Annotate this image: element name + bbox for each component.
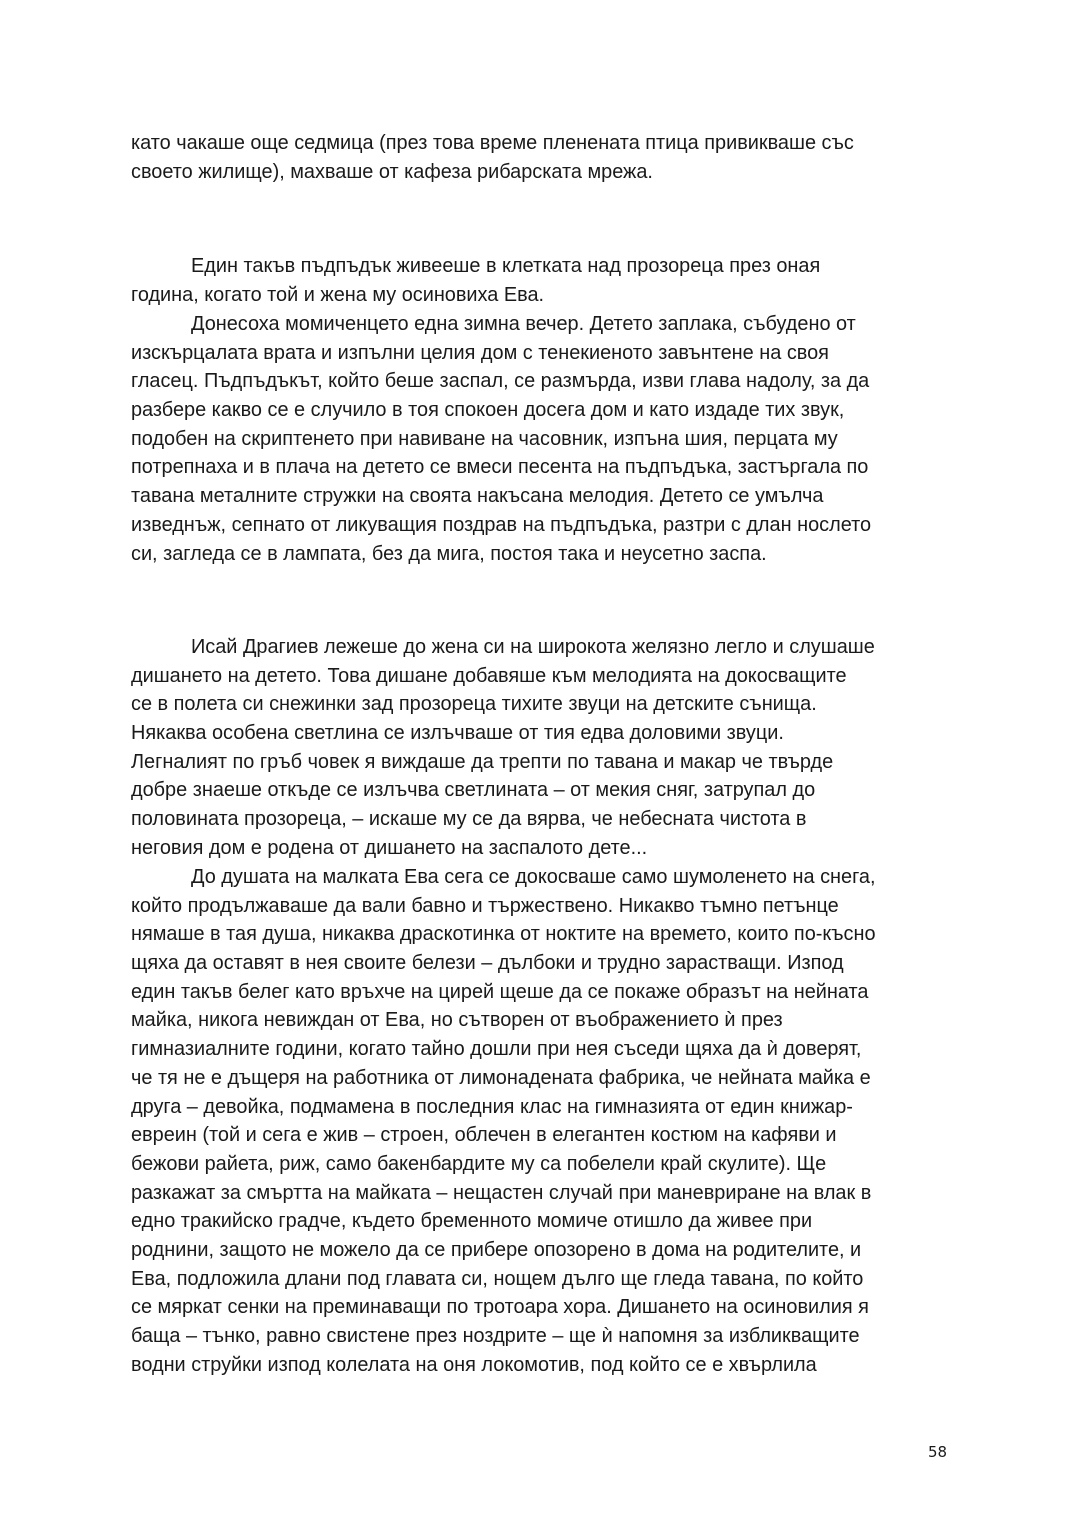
text-line: До душата на малката Ева сега се докосваше само шумоленето на снега, (191, 866, 876, 888)
text-line: дишането на детето. Това дишане добавяше към мелодията на докосващите (131, 664, 847, 687)
text-line: роднини, защото не можело да се прибере опозорено в дома на родителите, и (131, 1238, 862, 1261)
text-line: се мяркат сенки на преминаващи по тротоара хора. Дишането на осиновилия я (131, 1296, 869, 1319)
text-line: щяха да оставят в нея своите белези – дълбоки и трудно зарастващи. Изпод (131, 952, 844, 975)
text-line: потрепнаха и в плача на детето се вмеси песента на пъдпъдъка, застъргала по (131, 456, 869, 479)
text-line: се в полета си снежинки зад прозореца тихите звуци на детските сънища. (131, 693, 817, 716)
text-line: тавана металните стружки на своята накъсана мелодия. Детето се умълча (131, 485, 824, 508)
text-line: разбере какво се е случило в тоя спокоен досега дом и като издаде тих звук, (131, 399, 845, 422)
text-line: изскърцалата врата и изпълни целия дом с тенекиеното завънтене на своя (131, 341, 829, 364)
paragraph-1 (131, 129, 961, 186)
paragraph-3 (131, 310, 961, 568)
text-line: своето жилище), махваше от кафеза рибарската мрежа. (131, 160, 653, 183)
text-line: водни струйки изпод колелата на оня локомотив, под който се е хвърлила (131, 1353, 817, 1376)
text-line: си, загледа се в лампата, без да мига, постоя така и неусетно заспа. (131, 542, 767, 565)
text-line: друга – девойка, подмамена в последния клас на гимназията от един книжар- (131, 1095, 853, 1118)
text-line: гласец. Пъдпъдъкът, който беше заспал, се размърда, изви глава надолу, за да (131, 370, 870, 393)
text-line: Легналият по гръб човек я виждаше да трепти по тавана и макар че твърде (131, 750, 834, 773)
text-line: баща – тънко, равно свистене през ноздрите – ще ѝ напомня за избликващите (131, 1325, 860, 1347)
text-line: подобен на скриптенето при навиване на часовник, изпъна шия, перцата му (131, 427, 838, 450)
text-line: бежови райета, риж, само бакенбардите му са побелели край скулите). Ще (131, 1152, 827, 1175)
text-line: Ева, подложила длани под главата си, нощем дълго ще гледа тавана, по който (131, 1267, 864, 1290)
text-line: Един такъв пъдпъдък живееше в клетката над прозореца през оная (191, 255, 821, 277)
text-line: че тя не е дъщеря на работника от лимонадената фабрика, че нейната майка е (131, 1066, 871, 1089)
text-line: половината прозореца, – искаше му се да вярва, че небесната чистота в (131, 808, 807, 831)
text-line: евреин (той и сега е жив – строен, облечен в елегантен костюм на кафяви и (131, 1124, 837, 1147)
text-line: едно тракийско градче, където бременното момиче отишло да живее при (131, 1210, 813, 1233)
text-line: година, когато той и жена му осиновиха Ева. (131, 283, 545, 306)
text-line: като чакаше още седмица (през това време пленената птица привикваше със (131, 132, 854, 154)
page-number: 58 (928, 1443, 948, 1461)
text-line: майка, никога невиждан от Ева, но сътворен от въображението ѝ през (131, 1009, 783, 1032)
text-line: един такъв белег като връхче на цирей щеше да се покаже образът на нейната (131, 980, 869, 1003)
text-line: Исай Драгиев лежеше до жена си на широкота желязно легло и слушаше (191, 636, 875, 658)
text-line: нямаше в тая душа, никаква драскотинка от ноктите на времето, които по-късно (131, 923, 876, 946)
text-line: разкажат за смъртта на майката – нещастен случай при маневриране на влак в (131, 1181, 872, 1204)
paragraph-5 (131, 863, 961, 1379)
text-line: Някаква особена светлина се излъчваше от тия едва доловими звуци. (131, 722, 784, 745)
text-line: гимназиалните години, когато тайно дошли при нея съседи щяха да ѝ доверят, (131, 1038, 862, 1061)
text-line: добре знаеше откъде се излъчва светлината – от мекия сняг, затрупал до (131, 779, 816, 802)
paragraph-4 (131, 633, 961, 863)
text-line: Донесоха момиченцето една зимна вечер. Детето заплака, събудено от (191, 313, 856, 335)
text-line: който продължаваше да вали бавно и тържествено. Никакво тъмно петънце (131, 894, 839, 917)
text-line: неговия дом е родена от дишането на заспалото дете... (131, 836, 648, 859)
paragraph-2 (131, 252, 961, 309)
text-line: изведнъж, сепнато от ликуващия поздрав на пъдпъдъка, разтри с длан нослето (131, 513, 872, 536)
